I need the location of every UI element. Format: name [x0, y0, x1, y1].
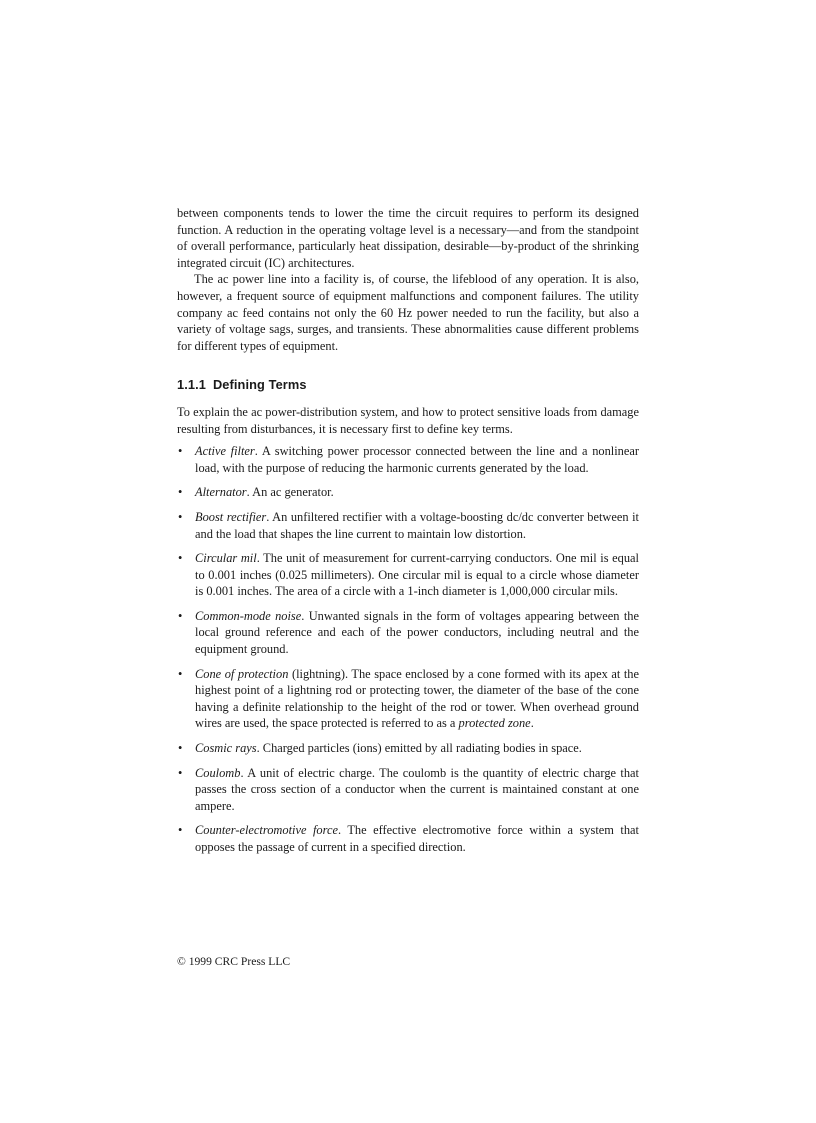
- definition-text: . The effective electromotive force within a system that opposes the passage of current in a specified direction.: [195, 823, 639, 854]
- bullet: •: [178, 608, 183, 623]
- definition-text: . A unit of electric charge. The coulomb is the quantity of electric charge that passes the cross section of a conductor when the current is maintained constant at one ampere.: [195, 765, 639, 813]
- definition-item: [177, 509, 639, 542]
- definition-term: Cone of protection: [195, 666, 289, 681]
- definition-item: [177, 822, 639, 855]
- intro-paragraph-2: The ac power line into a facility is, of course, the lifeblood of any operation. It is also, however, a frequent source of equipment malfunctions and component failures. The utility company ac feed contains not only the 60 Hz power needed to run the facility, but also a variety of voltage sags, surges, and transients. These abnormalities cause different problems for different types of equipment.: [177, 272, 639, 353]
- definition-term: Active filter: [195, 444, 255, 459]
- definition-item: [177, 550, 639, 600]
- section-intro: To explain the ac power-distribution system, and how to protect sensitive loads from damage resulting from disturbances, it is necessary first to define key terms.: [177, 404, 639, 436]
- copyright-footer: © 1999 CRC Press LLC: [177, 955, 291, 968]
- definition-item: [177, 740, 639, 757]
- section-heading: [177, 377, 639, 394]
- section-title: Defining Terms: [212, 377, 307, 393]
- definition-term: Counter-electromotive force: [195, 823, 338, 838]
- definition-text: . An unfiltered rectifier with a voltage-boosting dc/dc converter between it and the load that shapes the line current to maintain low distortion.: [195, 509, 639, 541]
- definition-text: . The unit of measurement for current-carrying conductors. One mil is equal to 0.001 inches (0.025 millimeters). One circular mil is equal to a circle whose diameter is 0.001 inches. The area of a circle with a 1-inch diameter is 1,000,000 circular mils.: [195, 551, 640, 599]
- definition-end: .: [530, 716, 534, 731]
- bullet: •: [178, 741, 183, 756]
- definition-item: [177, 443, 639, 476]
- definition-text: . Charged particles (ions) emitted by all radiating bodies in space.: [256, 741, 582, 756]
- definition-item: [177, 765, 639, 815]
- page-content: [177, 205, 639, 864]
- definition-text: . Unwanted signals in the form of voltages appearing between the local ground reference and each of the power conductors, including neutral and the equipment ground.: [195, 608, 639, 657]
- definition-item: [177, 484, 639, 501]
- definition-text: . A switching power processor connected between the line and a nonlinear load, with the purpose of reducing the harmonic currents generated by the load.: [195, 444, 639, 475]
- bullet: •: [178, 666, 183, 681]
- definition-item: [177, 666, 639, 732]
- bullet: •: [178, 551, 183, 566]
- definition-term: Coulomb: [195, 765, 241, 780]
- definitions-list: [177, 443, 639, 855]
- definition-emphasis: protected zone: [458, 716, 531, 731]
- definition-item: [177, 608, 639, 658]
- definition-term: Common-mode noise: [195, 608, 302, 623]
- definition-term: Boost rectifier: [195, 509, 267, 524]
- section-number: 1.1.1: [177, 377, 206, 393]
- bullet: •: [178, 823, 183, 838]
- bullet: •: [178, 765, 183, 780]
- definition-text: . An ac generator.: [246, 485, 334, 500]
- definition-text: (lightning). The space enclosed by a cone formed with its apex at the highest point of a lightning rod or protecting tower, the diameter of the base of the cone having a definite relationship to the height of the rod or tower. When overhead ground wires are used, the space protected is referred to as a: [195, 666, 639, 731]
- bullet: •: [178, 485, 183, 500]
- bullet: •: [178, 509, 183, 524]
- definition-term: Alternator: [195, 485, 247, 500]
- bullet: •: [178, 444, 183, 459]
- intro-paragraph-1: between components tends to lower the time the circuit requires to perform its designed function. A reduction in the operating voltage level is a necessary—and from the standpoint of overall performance, particularly heat dissipation, desirable—by-product of the shrinking integrated circuit (IC) architectures.: [177, 206, 639, 270]
- definition-term: Cosmic rays: [195, 741, 257, 756]
- definition-term: Circular mil: [195, 551, 257, 566]
